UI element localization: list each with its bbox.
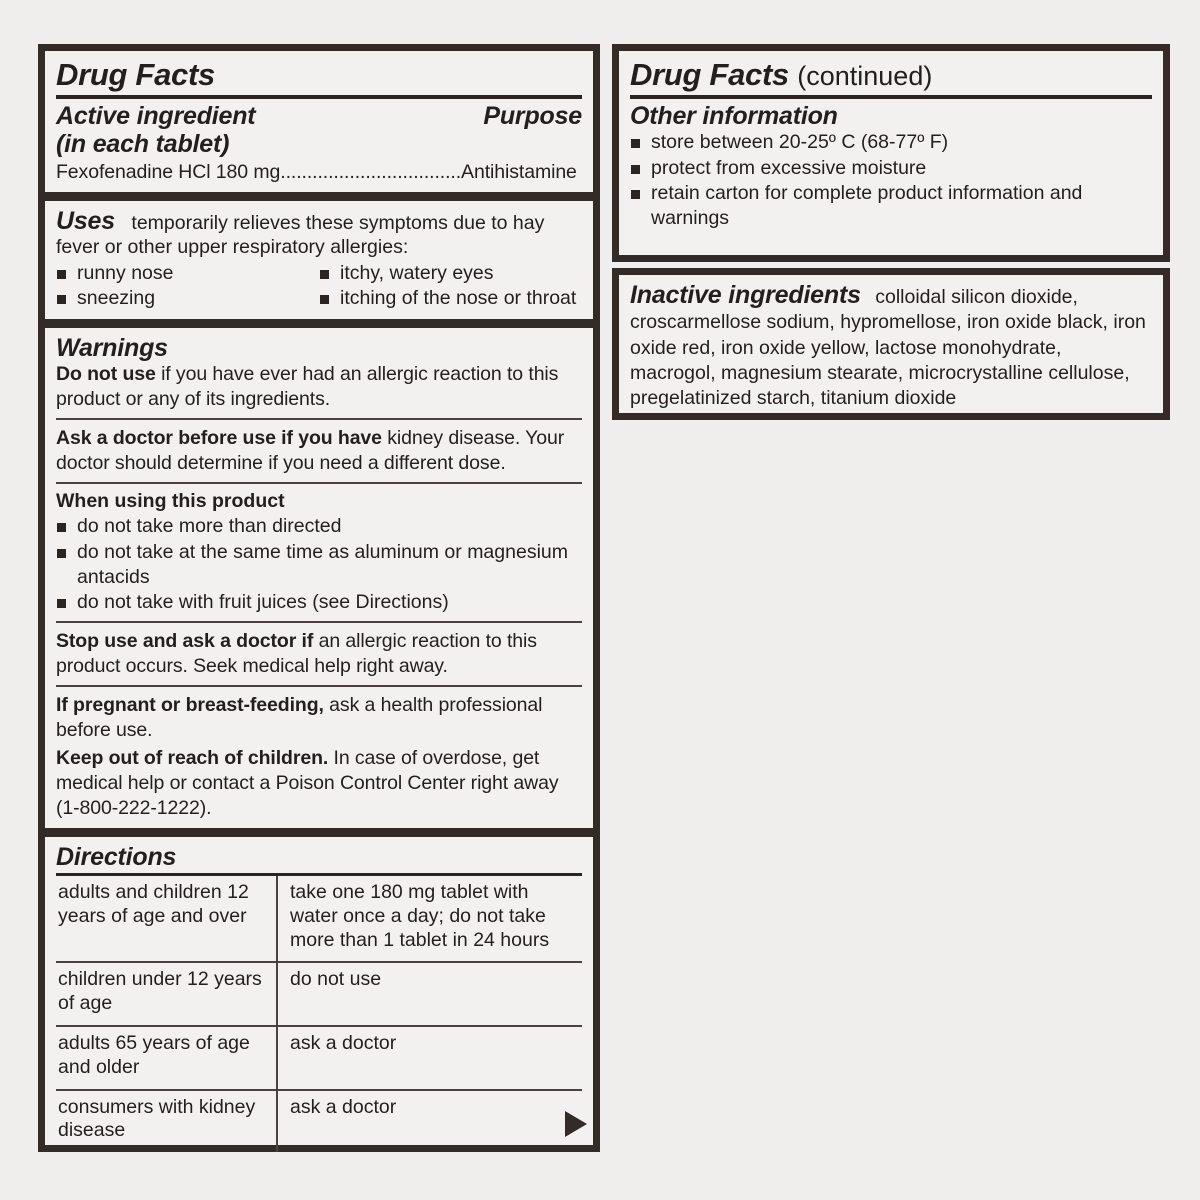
warnings-heading: Warnings	[56, 334, 168, 363]
list-item	[56, 590, 582, 615]
section-divider-warnings	[45, 319, 593, 328]
warning-ask-doctor	[56, 426, 582, 476]
warning-divider-3	[56, 621, 582, 623]
directions-dose: ask a doctor	[277, 1026, 582, 1090]
directions-who: consumers with kidney disease	[56, 1090, 277, 1153]
warning-divider-2	[56, 482, 582, 484]
list-item	[56, 261, 319, 286]
drug-facts-continued-title	[630, 59, 1152, 92]
drug-facts-continued-title-suffix: (continued)	[797, 61, 933, 91]
continue-arrow-icon	[565, 1111, 587, 1137]
bullet-square-icon	[57, 549, 66, 558]
title-divider	[56, 95, 582, 99]
inactive-ingredients-section	[630, 281, 1152, 412]
list-item	[630, 156, 1152, 181]
drug-facts-left-panel	[38, 44, 600, 1152]
bullet-square-icon	[631, 139, 640, 148]
list-item-label: sneezing	[77, 287, 156, 310]
warning-when-using	[56, 490, 582, 615]
list-item-label: runny nose	[77, 261, 174, 284]
uses-symptoms-col2	[319, 261, 582, 312]
bullet-square-icon	[57, 599, 66, 608]
warning-do-not-use-bold: Do not use	[56, 363, 156, 386]
directions-who: adults 65 years of age and older	[56, 1026, 277, 1090]
list-item	[56, 540, 582, 590]
drug-facts-title: Drug Facts	[56, 57, 215, 92]
warning-stop-use	[56, 629, 582, 679]
list-item-label: do not take with fruit juices (see Directions)	[77, 591, 449, 614]
bullet-square-icon	[57, 270, 66, 279]
warnings-section	[56, 334, 582, 821]
warning-stop-use-text: an allergic reaction to this product occurs. Seek medical help right away.	[56, 630, 537, 678]
when-using-bullets	[56, 514, 582, 616]
list-item	[56, 286, 319, 311]
table-row	[56, 962, 582, 1026]
bullet-square-icon	[57, 295, 66, 304]
warning-divider-4	[56, 685, 582, 687]
warning-pregnant-text: ask a health professional before use.	[56, 694, 543, 742]
warning-keep-out-bold: Keep out of reach of children.	[56, 747, 329, 770]
list-item	[319, 261, 582, 286]
bullet-square-icon	[320, 270, 329, 279]
list-item-label: do not take at the same time as aluminum or magnesium antacids	[77, 540, 568, 588]
directions-dose: ask a doctor	[277, 1090, 582, 1153]
when-using-heading: When using this product	[56, 490, 285, 513]
list-item	[630, 130, 1152, 155]
active-ingredient-heading-line2: (in each tablet)	[56, 129, 230, 158]
other-information-section	[630, 102, 1152, 232]
uses-heading: Uses	[56, 206, 115, 235]
inactive-ingredients-panel	[612, 268, 1170, 420]
directions-table	[56, 873, 582, 1152]
bullet-square-icon	[631, 165, 640, 174]
bullet-square-icon	[631, 190, 640, 199]
warning-ask-doctor-bold: Ask a doctor before use if you have	[56, 427, 382, 450]
inactive-ingredients-heading: Inactive ingredients	[630, 281, 861, 309]
list-item	[319, 286, 582, 311]
list-item-label: do not take more than directed	[77, 514, 342, 537]
list-item-label: protect from excessive moisture	[651, 156, 927, 179]
warning-ask-doctor-text: kidney disease. Your doctor should determine if you need a different dose.	[56, 427, 565, 475]
directions-heading: Directions	[56, 843, 177, 872]
table-row	[56, 875, 582, 963]
other-information-heading: Other information	[630, 101, 838, 130]
purpose-heading: Purpose	[483, 101, 582, 130]
bullet-square-icon	[57, 523, 66, 532]
warning-keep-out-text: In case of overdose, get medical help or contact a Poison Control Center right away (1-800-222-1222).	[56, 747, 559, 820]
warning-divider-1	[56, 418, 582, 420]
inactive-ingredients-text: colloidal silicon dioxide, croscarmellose sodium, hypromellose, iron oxide black, iron oxide red, iron oxide yellow, lactose monohydrate, macrogol, magnesium stearate, microcrystalline cellulose, pregelatinized starch, titanium dioxide	[630, 286, 1146, 410]
section-divider-uses	[45, 192, 593, 201]
directions-who: children under 12 years of age	[56, 962, 277, 1026]
warning-pregnant	[56, 693, 582, 743]
continued-title-divider	[630, 95, 1152, 99]
list-item-label: itching of the nose or throat	[340, 287, 577, 310]
warning-pregnant-bold: If pregnant or breast-feeding,	[56, 694, 324, 717]
directions-dose: take one 180 mg tablet with water once a day; do not take more than 1 tablet in 24 hours	[277, 875, 582, 963]
bullet-square-icon	[320, 295, 329, 304]
warning-do-not-use-text: if you have ever had an allergic reaction to this product or any of its ingredients.	[56, 363, 559, 411]
table-row	[56, 1026, 582, 1090]
directions-dose: do not use	[277, 962, 582, 1026]
other-information-bullets	[630, 130, 1152, 232]
active-ingredient-heading-line1: Active ingredient	[56, 101, 256, 130]
uses-section	[56, 207, 582, 313]
warning-stop-use-bold: Stop use and ask a doctor if	[56, 630, 314, 653]
list-item	[56, 514, 582, 539]
warning-keep-out-of-reach	[56, 746, 582, 821]
active-ingredient-line: Fexofenadine HCl 180 mg..................................Antihistamine	[56, 160, 577, 183]
drug-facts-continued-title-main: Drug Facts	[630, 57, 789, 92]
directions-who: adults and children 12 years of age and over	[56, 875, 277, 963]
directions-section	[56, 843, 582, 1152]
active-ingredient-section	[56, 102, 582, 185]
list-item-label: itchy, watery eyes	[340, 261, 494, 284]
uses-intro: temporarily relieves these symptoms due to hay fever or other upper respiratory allergies:	[56, 211, 545, 258]
list-item	[630, 181, 1152, 231]
warning-do-not-use	[56, 362, 582, 412]
table-row	[56, 1090, 582, 1153]
list-item-label: store between 20-25º C (68-77º F)	[651, 130, 949, 153]
drug-facts-continued-panel	[612, 44, 1170, 262]
list-item-label: retain carton for complete product information and warnings	[651, 182, 1083, 230]
uses-symptoms-col1	[56, 261, 319, 312]
section-divider-directions	[45, 828, 593, 837]
active-ingredient-heading	[56, 102, 255, 158]
